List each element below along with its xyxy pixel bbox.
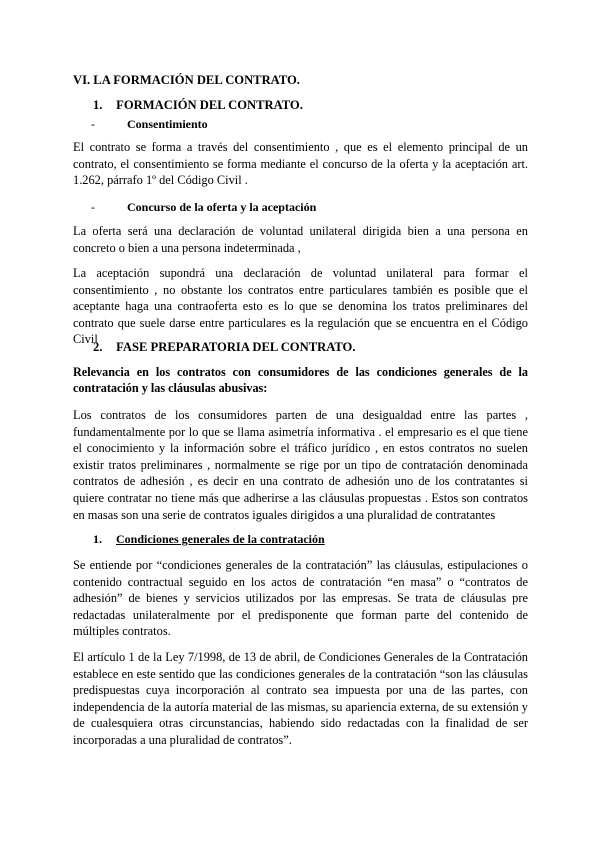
section-2-heading bbox=[93, 339, 513, 355]
section-1-heading bbox=[93, 97, 513, 113]
subheading-condiciones-text: Condiciones generales de la contratación bbox=[116, 532, 325, 546]
paragraph-articulo-1: El artículo 1 de la Ley 7/1998, de 13 de abril, de Condiciones Generales de la Contratación establece en este sentido que las condiciones generales de la contratación “son las cláusulas predispuestas cuya incorporación al contrato sea impuesta por una de las partes, con independencia de la autoría material de las mismas, su apariencia externa, de su extensión y de cualesquiera otras circunstancias, habiendo sido redactadas con la finalidad de ser incorporadas a una pluralidad de contratos”. bbox=[73, 650, 528, 747]
subheading-number: 1. bbox=[93, 532, 102, 546]
section-2-number: 2. bbox=[93, 340, 103, 354]
paragraph-aceptacion: La aceptación supondrá una declaración de voluntad unilateral para formar el consentimiento , no obstante los contratos entre particulares también es posible que el aceptante haga una contraoferta esto es lo que se denomina los tratos preliminares del contrato que suele darse entre particulares es la regulación que se encuentra en el Código Civil bbox=[73, 266, 528, 347]
paragraph-consentimiento: El contrato se forma a través del consentimiento , que es el elemento principal de un contrato, el consentimiento se forma mediante el concurso de la oferta y la aceptación art. 1.262, párrafo 1º del Código Civil . bbox=[73, 140, 528, 188]
section-1-number: 1. bbox=[93, 98, 103, 112]
dash-marker: - bbox=[91, 117, 95, 131]
relevancia-heading: Relevancia en los contratos con consumidores de las condiciones generales de la contratación y las cláusulas abusivas: bbox=[73, 365, 528, 396]
subheading-concurso bbox=[91, 199, 511, 215]
paragraph-definicion: Se entiende por “condiciones generales de la contratación” las cláusulas, estipulaciones o contenido contractual seguido en los actos de contratación “en masa” o “contratos de adhesión” de bienes y servicios utilizados por las empresas. Se trata de cláusulas pre redactadas unilateralmente por el predisponente que forman parte del contenido de múltiples contratos. bbox=[73, 558, 528, 639]
section-2-title: FASE PREPARATORIA DEL CONTRATO. bbox=[116, 340, 356, 354]
section-1-title: FORMACIÓN DEL CONTRATO. bbox=[116, 98, 303, 112]
chapter-title: VI. LA FORMACIÓN DEL CONTRATO. bbox=[73, 73, 300, 87]
subheading-concurso-text: Concurso de la oferta y la aceptación bbox=[127, 200, 317, 214]
paragraph-oferta: La oferta será una declaración de voluntad unilateral dirigida bien a una persona en concreto o bien a una persona indeterminada , bbox=[73, 224, 528, 255]
dash-marker: - bbox=[91, 200, 95, 214]
subheading-consentimiento-text: Consentimiento bbox=[127, 117, 208, 131]
paragraph-consumidores: Los contratos de los consumidores parten de una desigualdad entre las partes , fundamentalmente por lo que se llama asimetría informativa . el empresario es el que tiene el conocimiento y la información sobre el tráfico jurídico , en estos contratos no suelen existir tratos preliminares , normalmente se rige por un tipo de contratación denominada contratos de adhesión , es decir en una contrato de adhesión uno de los contratantes si quiere contratar no tiene más que adherirse a las cláusulas propuestas . Estos son contratos en masas son una serie de contratos iguales dirigidos a una pluralidad de contratantes bbox=[73, 408, 528, 522]
subheading-consentimiento bbox=[91, 116, 511, 132]
subheading-condiciones-generales bbox=[93, 531, 513, 547]
